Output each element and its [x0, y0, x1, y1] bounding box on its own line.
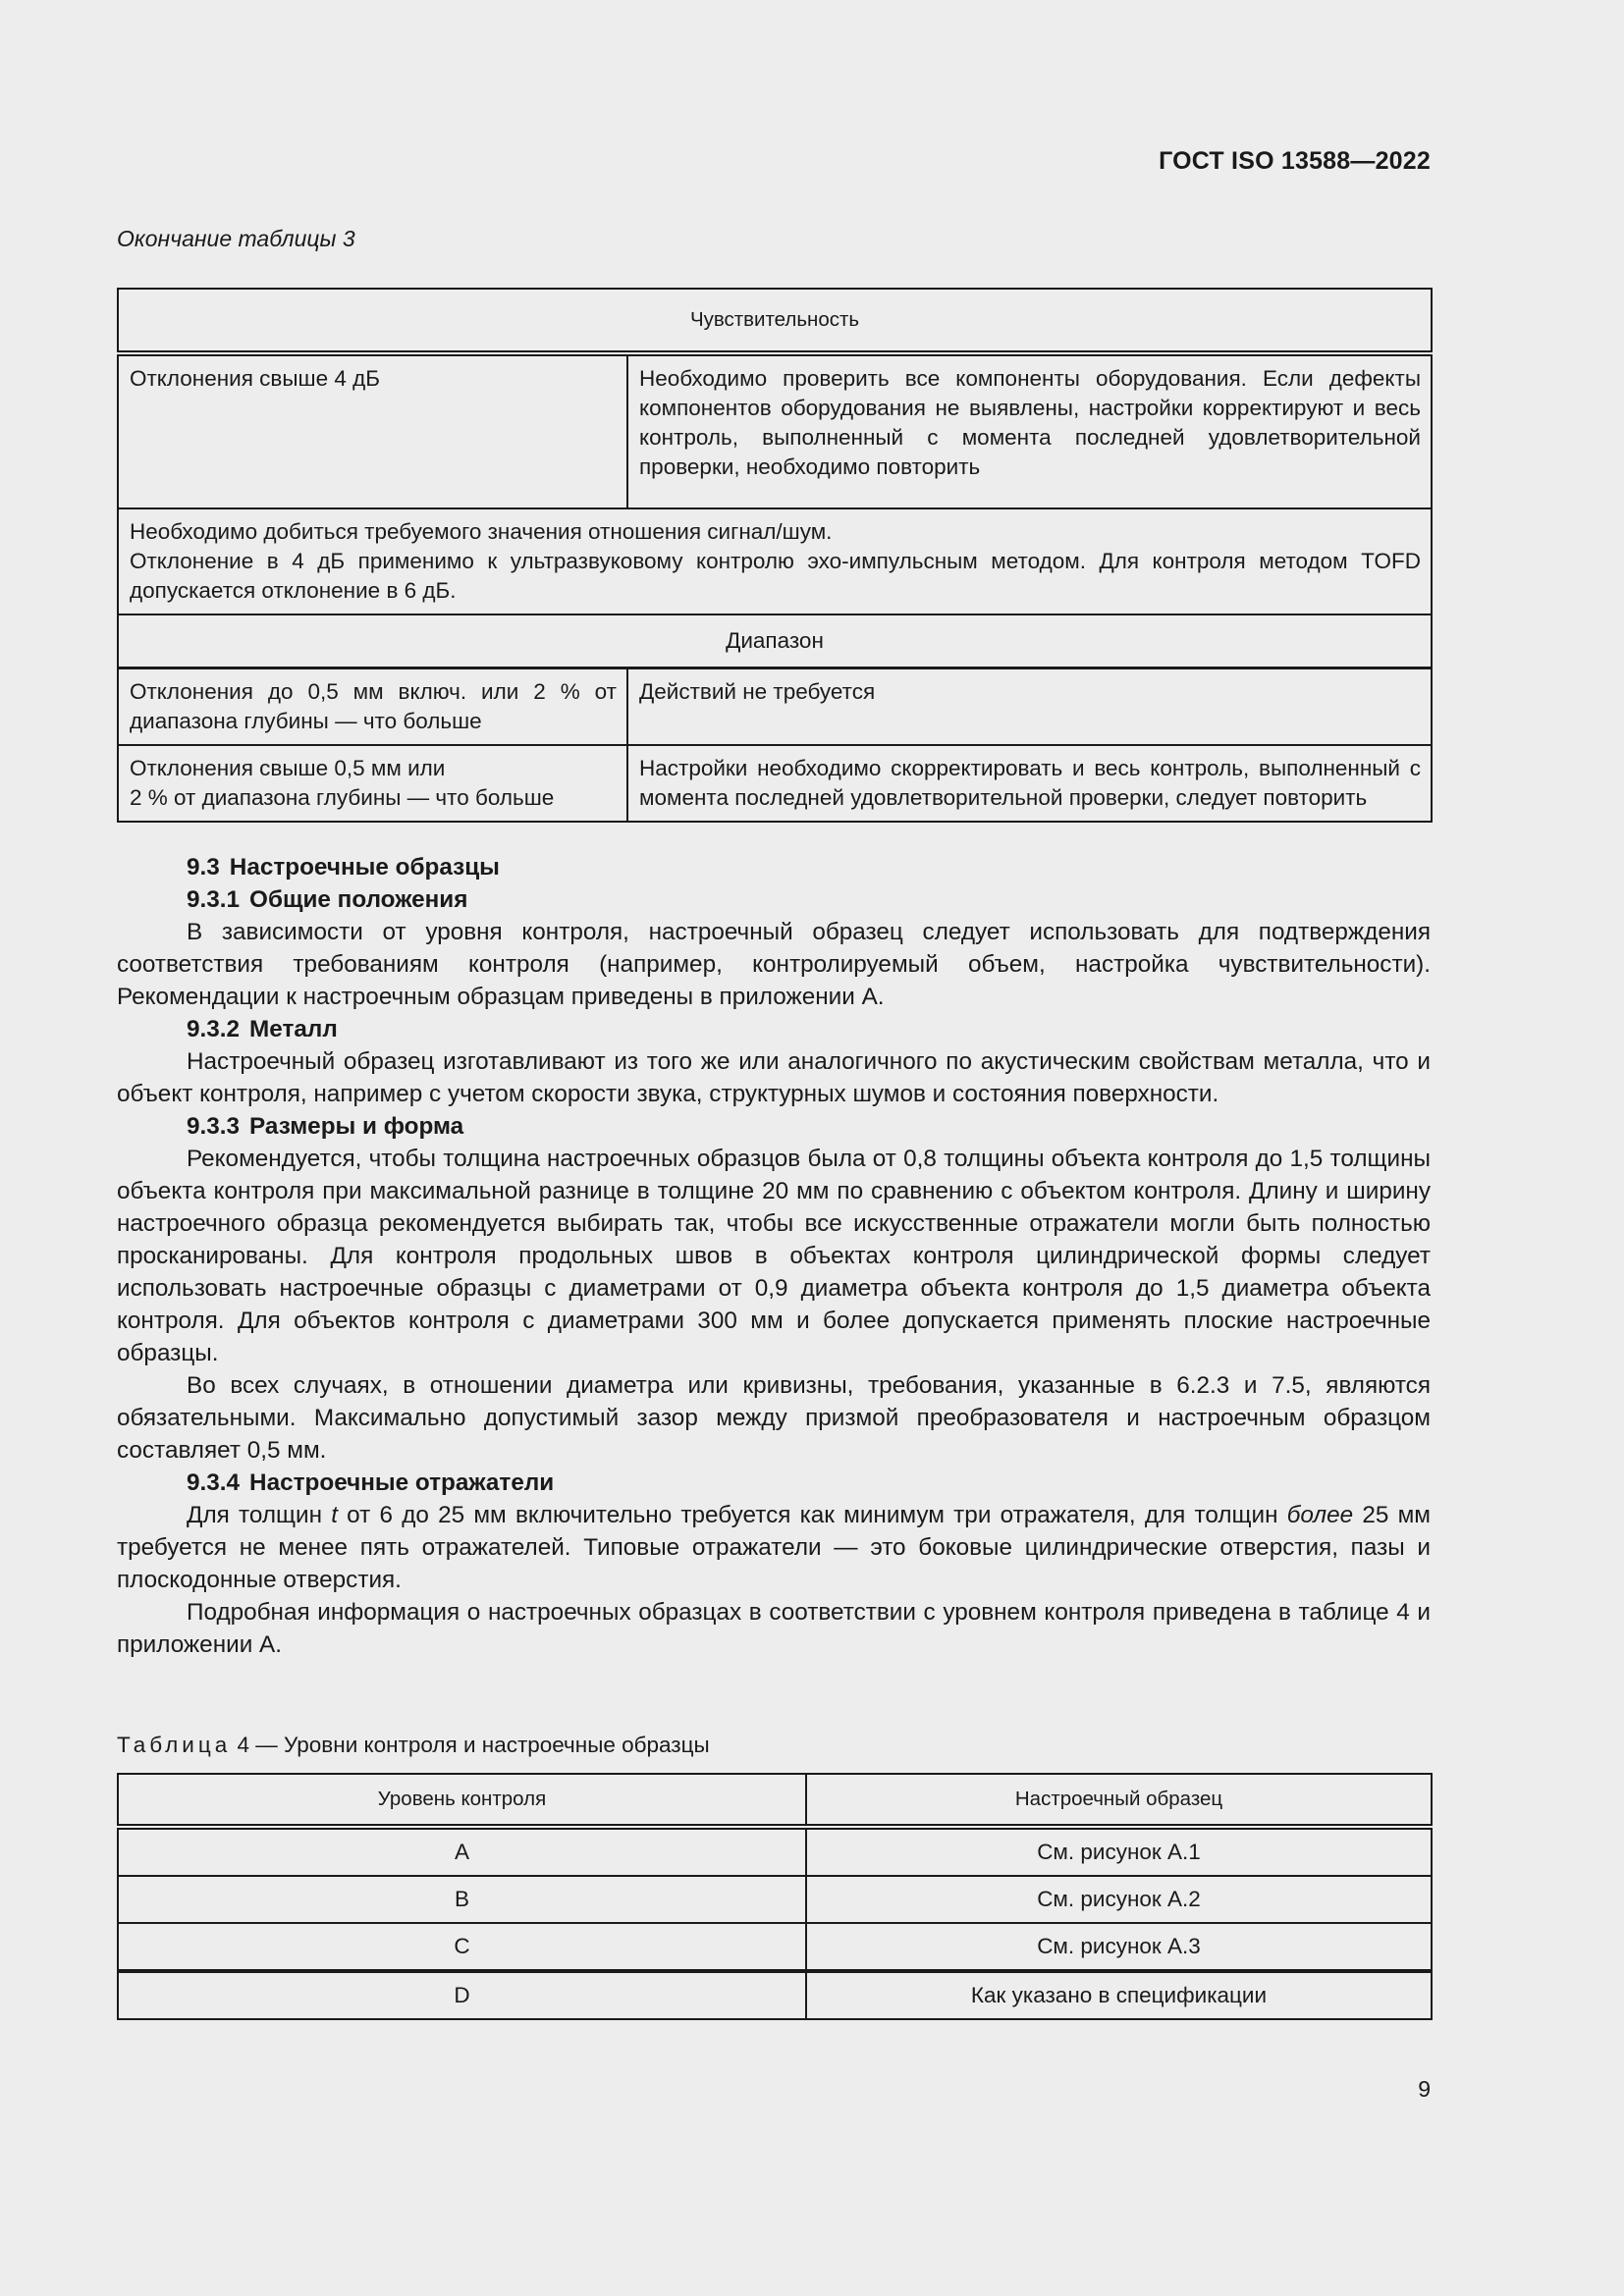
- section-9-3: [117, 851, 1431, 1661]
- row3-right-cell: Настройки необходимо скорректировать и весь контроль, выполненный с момента последней удовлетворительной проверки, следует повторить: [627, 745, 1432, 822]
- p934-variable-t: t: [331, 1502, 338, 1528]
- note-line-1: Необходимо добиться требуемого значения отношения сигнал/шум.: [130, 519, 833, 544]
- row1-right-cell: Необходимо проверить все компоненты оборудования. Если дефекты компонентов оборудования не выявлены, настройки корректируют и весь контроль, выполненный с момента последней удовлетворительной проверки, необходимо повторить: [627, 353, 1432, 508]
- heading-9-3-number: 9.3: [187, 854, 220, 881]
- heading-9-3-2-number: 9.3.2: [187, 1016, 241, 1042]
- heading-9-3-4-number: 9.3.4: [187, 1469, 241, 1496]
- paragraph-9-3-3-b: Во всех случаях, в отношении диаметра или кривизны, требования, указанные в 6.2.3 и 7.5, являются обязательными. Максимально допустимый зазор между призмой преобразователя и настроечным образцом составляет 0,5 мм.: [117, 1372, 1431, 1464]
- paragraph-9-3-2: Настроечный образец изготавливают из того же или аналогичного по акустическим свойствам металла, что и объект контроля, например с учетом скорости звука, структурных шумов и состояния поверхности.: [117, 1048, 1431, 1107]
- table3: [117, 288, 1433, 823]
- standard-code: ГОСТ ISO 13588—2022: [1159, 147, 1431, 175]
- table4-sample-cell: См. рисунок А.2: [806, 1876, 1432, 1923]
- heading-9-3-4-title: Настроечные отражатели: [249, 1469, 555, 1496]
- paragraph-9-3-1: В зависимости от уровня контроля, настроечный образец следует использовать для подтверждения соответствия требованиям контроля (например, контролируемый объем, настройка чувствительности). Рекомендации к настроечным образцам приведены в приложении А.: [117, 919, 1431, 1010]
- table-row: [118, 1827, 1432, 1876]
- table4-level-cell: D: [118, 1971, 806, 2019]
- table3-caption: Окончание таблицы 3: [117, 226, 355, 251]
- note-cell: [118, 508, 1432, 614]
- heading-9-3-title: Настроечные образцы: [229, 854, 500, 881]
- table-row: [118, 1923, 1432, 1971]
- row2-right-cell: Действий не требуется: [627, 668, 1432, 746]
- table4-level-cell: C: [118, 1923, 806, 1971]
- heading-9-3-1-number: 9.3.1: [187, 886, 241, 913]
- table4-level-cell: A: [118, 1827, 806, 1876]
- row1-left-cell: Отклонения свыше 4 дБ: [118, 353, 627, 508]
- p934-part-b: от 6 до 25 мм включительно требуется как минимум три отражателя, для толщин: [337, 1502, 1287, 1528]
- sensitivity-heading: Чувствительность: [118, 289, 1432, 353]
- row3-left-line-2: 2 % от диапазона глубины — что больше: [130, 785, 555, 810]
- heading-9-3-1-title: Общие положения: [249, 886, 468, 913]
- heading-9-3-3: [117, 1110, 1431, 1143]
- heading-9-3-2: [117, 1013, 1431, 1045]
- table4-header-level: Уровень контроля: [118, 1774, 806, 1827]
- table4-header-sample: Настроечный образец: [806, 1774, 1432, 1827]
- table4-caption-text: 4 — Уровни контроля и настроечные образцы: [231, 1733, 710, 1757]
- p934-part-a: Для толщин: [187, 1502, 332, 1528]
- table4-caption-word: Таблица: [117, 1733, 232, 1757]
- heading-9-3-3-title: Размеры и форма: [249, 1113, 464, 1140]
- heading-9-3-3-number: 9.3.3: [187, 1113, 241, 1140]
- table4-sample-cell: См. рисунок А.3: [806, 1923, 1432, 1971]
- heading-9-3-2-title: Металл: [249, 1016, 338, 1042]
- note-line-2: Отклонение в 4 дБ применимо к ультразвуковому контролю эхо-импульсным методом. Для контроля методом TOFD допускается отклонение в 6 дБ.: [130, 549, 1421, 603]
- paragraph-9-3-4-a: [117, 1499, 1431, 1596]
- page-number: 9: [1418, 2076, 1431, 2102]
- paragraph-9-3-3-a: Рекомендуется, чтобы толщина настроечных образцов была от 0,8 толщины объекта контроля до 1,5 толщины объекта контроля при максимальной разнице в толщине 20 мм по сравнению с объектом контроля. Длину и ширину настроечного образца рекомендуется выбирать так, чтобы все искусственные отражатели могли быть полностью просканированы. Для контроля продольных швов в объектах контроля цилиндрической формы следует использовать настроечные образцы с диаметрами от 0,9 диаметра объекта контроля до 1,5 диаметра объекта контроля. Для объектов контроля с диаметрами 300 мм и более допускается применять плоские настроечные образцы.: [117, 1146, 1431, 1366]
- row3-left-line-1: Отклонения свыше 0,5 мм или: [130, 756, 446, 780]
- table4-caption: [117, 1733, 710, 1758]
- heading-9-3-1: [117, 883, 1431, 916]
- heading-9-3-4: [117, 1467, 1431, 1499]
- table4: [117, 1773, 1433, 2020]
- p934-part-c: более: [1286, 1502, 1354, 1528]
- range-heading: Диапазон: [118, 614, 1432, 668]
- row3-left-cell: [118, 745, 627, 822]
- table4-level-cell: B: [118, 1876, 806, 1923]
- table-row: [118, 1876, 1432, 1923]
- p934-part-d: 25 мм требуется не менее пять отражателей. Типовые отражатели — это боковые цилиндрические отверстия, пазы и плоскодонные отверстия.: [117, 1502, 1431, 1593]
- heading-9-3: [117, 851, 1431, 883]
- table4-sample-cell: Как указано в спецификации: [806, 1971, 1432, 2019]
- table4-sample-cell: См. рисунок А.1: [806, 1827, 1432, 1876]
- paragraph-9-3-4-b: Подробная информация о настроечных образцах в соответствии с уровнем контроля приведена в таблице 4 и приложении А.: [117, 1599, 1431, 1658]
- row2-left-cell: Отклонения до 0,5 мм включ. или 2 % от диапазона глубины — что больше: [118, 668, 627, 746]
- table-row: [118, 1971, 1432, 2019]
